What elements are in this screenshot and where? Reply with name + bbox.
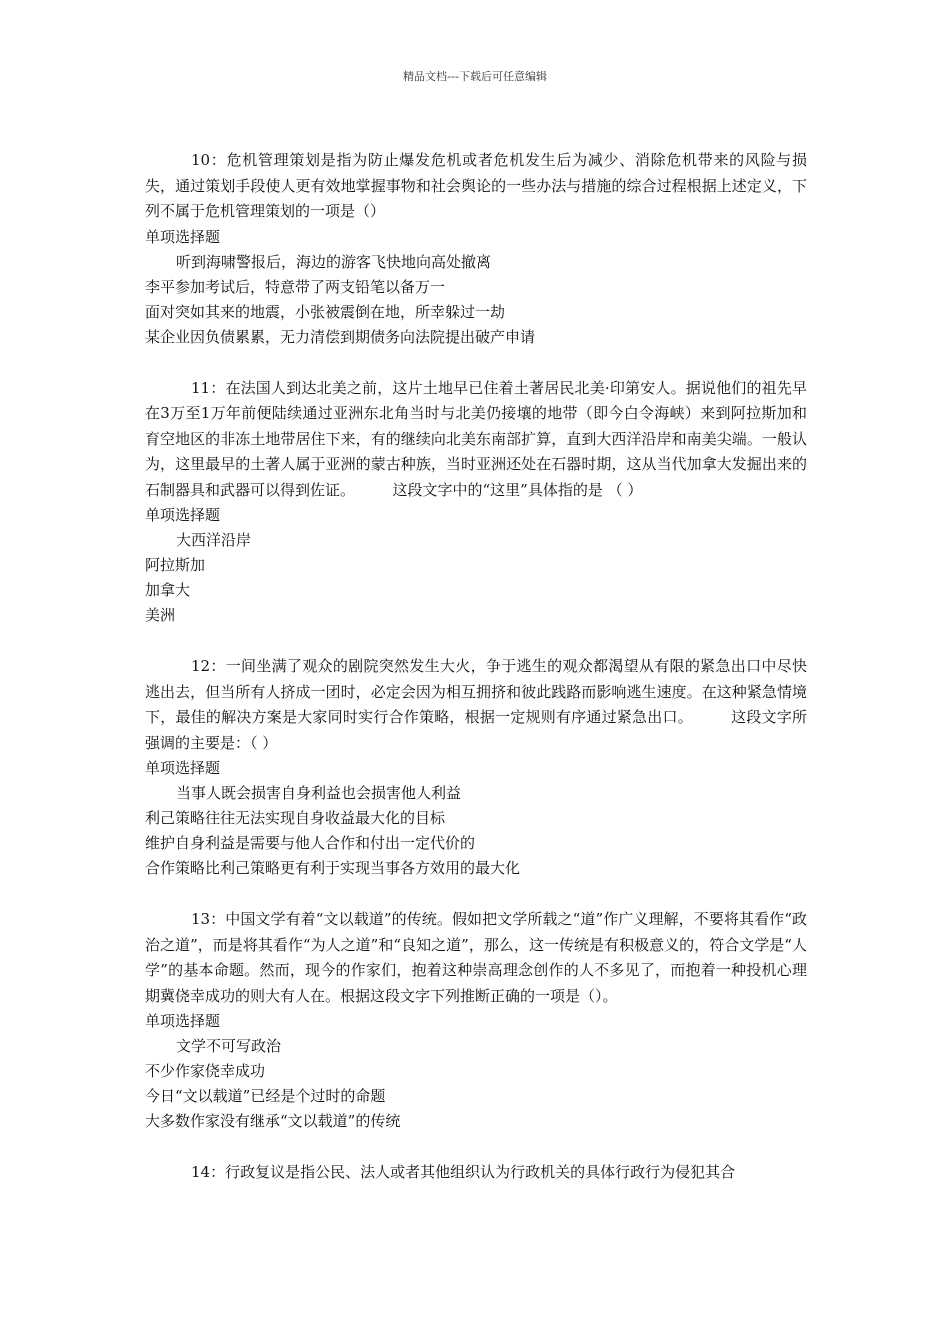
option-c[interactable]: 维护自身利益是需要与他人合作和付出一定代价的 bbox=[145, 834, 476, 852]
option-a[interactable]: 文学不可写政治 bbox=[176, 1037, 282, 1055]
page-header: 精品文档---下载后可任意编辑 bbox=[403, 70, 547, 83]
option-b[interactable]: 阿拉斯加 bbox=[145, 556, 206, 574]
question-stem: 14：行政复议是指公民、法人或者其他组织认为行政机关的具体行政行为侵犯其合 bbox=[191, 1163, 736, 1181]
question-stem: 12：一间坐满了观众的剧院突然发生大火，争于逃生的观众都渴望从有限的紧急出口中尽快逃出去，但当所有人挤成一团时，必定会因为相互拥挤和彼此践路而影响逃生速度。在这种紧急情境下，最佳的解决方案是大家同时实行合作策略，根据一定规则有序通过紧急出口。 这段文字所强调的主要是：（ ） bbox=[145, 657, 807, 752]
question-type: 单项选择题 bbox=[145, 1012, 221, 1030]
option-b[interactable]: 李平参加考试后，特意带了两支铅笔以备万一 bbox=[145, 277, 446, 296]
question-14 bbox=[145, 1160, 807, 1186]
question-list bbox=[145, 148, 807, 1212]
option-c[interactable]: 面对突如其来的地震，小张被震倒在地，所幸躲过一劫 bbox=[145, 302, 506, 321]
question-11 bbox=[145, 376, 807, 629]
option-a[interactable]: 听到海啸警报后，海边的游客飞快地向高处撤离 bbox=[176, 252, 492, 271]
question-stem: 11：在法国人到达北美之前，这片土地早已住着土著居民北美·印第安人。据说他们的祖先早在3万至1万年前便陆续通过亚洲东北角当时与北美仍接壤的地带（即今白令海峡）来到阿拉斯加和育空地区的非冻土地带居住下来，有的继续向北美东南部扩算，直到大西洋沿岸和南美尖端。一般认为，这里最早的土著人属于亚洲的蒙古种族，当时亚洲还处在石器时期，这从当代加拿大发掘出来的石制器具和武器可以得到佐证。 这段文字中的“这里”具体指的是 （ ） bbox=[145, 378, 807, 499]
option-a[interactable]: 大西洋沿岸 bbox=[176, 531, 252, 549]
option-b[interactable]: 利己策略往往无法实现自身收益最大化的目标 bbox=[145, 809, 446, 827]
question-type: 单项选择题 bbox=[145, 506, 221, 524]
question-stem: 10：危机管理策划是指为防止爆发危机或者危机发生后为减少、消除危机带来的风险与损失，通过策划手段使人更有效地掌握事物和社会舆论的一些办法与措施的综合过程根据上述定义，下列不属于危机管理策划的一项是（） bbox=[145, 151, 807, 220]
question-13 bbox=[145, 907, 807, 1134]
question-type: 单项选择题 bbox=[145, 227, 221, 246]
question-stem: 13：中国文学有着“文以载道”的传统。假如把文学所载之“道”作广义理解，不要将其看作“政治之道”，而是将其看作“为人之道”和“良知之道”，那么，这一传统是有积极意义的，符合文学是“人学”的基本命题。然而，现今的作家们，抱着这种崇高理念创作的人不多见了，而抱着一种投机心理期冀侥幸成功的则大有人在。根据这段文字下列推断正确的一项是（）。 bbox=[145, 910, 807, 1005]
question-type: 单项选择题 bbox=[145, 759, 221, 777]
question-10 bbox=[145, 148, 807, 350]
question-12 bbox=[145, 654, 807, 881]
option-d[interactable]: 美洲 bbox=[145, 606, 176, 624]
option-d[interactable]: 合作策略比利己策略更有利于实现当事各方效用的最大化 bbox=[145, 859, 521, 877]
option-c[interactable]: 今日“文以载道”已经是个过时的命题 bbox=[145, 1087, 386, 1105]
option-b[interactable]: 不少作家侥幸成功 bbox=[145, 1062, 266, 1080]
option-a[interactable]: 当事人既会损害自身利益也会损害他人利益 bbox=[176, 784, 462, 802]
option-d[interactable]: 大多数作家没有继承“文以载道”的传统 bbox=[145, 1112, 401, 1130]
option-d[interactable]: 某企业因负债累累，无力清偿到期债务向法院提出破产申请 bbox=[145, 327, 536, 346]
option-c[interactable]: 加拿大 bbox=[145, 581, 191, 599]
